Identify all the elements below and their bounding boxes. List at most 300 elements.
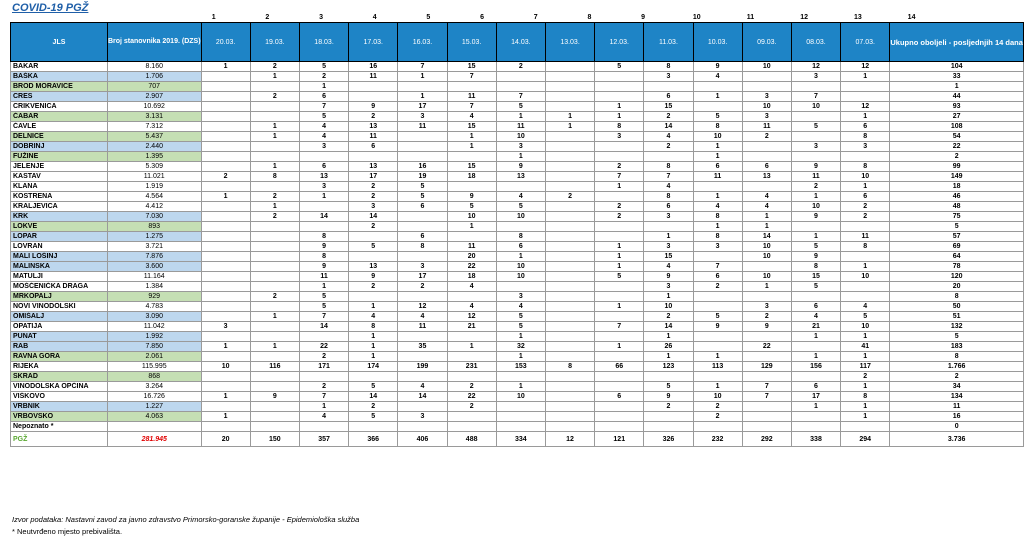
daily-count-cell xyxy=(398,292,447,302)
total-cell: 149 xyxy=(890,172,1024,182)
population-cell: 3.090 xyxy=(107,312,201,322)
daily-count-cell: 4 xyxy=(496,302,545,312)
daily-count-cell: 2 xyxy=(545,192,594,202)
daily-count-cell: 5 xyxy=(791,242,840,252)
daily-count-cell: 1 xyxy=(398,72,447,82)
daily-count-cell: 5 xyxy=(299,292,348,302)
daily-count-cell: 2 xyxy=(595,162,644,172)
daily-count-cell: 12 xyxy=(447,312,496,322)
daily-count-cell: 10 xyxy=(742,272,791,282)
daily-count-cell: 3 xyxy=(398,262,447,272)
daily-count-cell: 1 xyxy=(349,342,398,352)
daily-count-cell: 8 xyxy=(398,242,447,252)
daily-count-cell: 1 xyxy=(693,92,742,102)
daily-count-cell: 14 xyxy=(349,392,398,402)
total-cell: 132 xyxy=(890,322,1024,332)
daily-count-cell xyxy=(250,332,299,342)
daily-count-cell: 1 xyxy=(496,252,545,262)
municipality-name: MRKOPALJ xyxy=(11,292,108,302)
daily-count-cell xyxy=(545,382,594,392)
daily-count-cell xyxy=(595,72,644,82)
daily-count-cell xyxy=(545,242,594,252)
population-cell: 707 xyxy=(107,82,201,92)
daily-count-cell xyxy=(250,262,299,272)
daily-count-cell: 2 xyxy=(742,312,791,322)
daily-count-cell xyxy=(201,212,250,222)
table-row xyxy=(11,372,1024,382)
daily-count-cell xyxy=(693,422,742,432)
daily-count-cell: 1 xyxy=(742,212,791,222)
daily-count-cell: 11 xyxy=(349,132,398,142)
daily-count-cell xyxy=(595,372,644,382)
daily-count-cell xyxy=(398,142,447,152)
daily-count-cell: 15 xyxy=(447,122,496,132)
daily-count-cell: 7 xyxy=(595,172,644,182)
daily-count-cell: 171 xyxy=(299,362,348,372)
daily-count-cell: 1 xyxy=(299,192,348,202)
daily-count-cell: 14 xyxy=(349,212,398,222)
daily-count-cell xyxy=(447,352,496,362)
daily-count-cell: 1 xyxy=(250,122,299,132)
daily-count-cell: 5 xyxy=(693,312,742,322)
daily-count-cell: 1 xyxy=(447,132,496,142)
daily-count-cell: 10 xyxy=(496,392,545,402)
daily-count-cell xyxy=(742,402,791,412)
daily-count-cell: 10 xyxy=(841,322,890,332)
column-number: 3 xyxy=(319,14,323,21)
daily-count-cell: 3 xyxy=(693,242,742,252)
daily-count-cell xyxy=(398,252,447,262)
daily-count-cell: 41 xyxy=(841,342,890,352)
daily-count-cell: 10 xyxy=(841,172,890,182)
daily-count-cell: 9 xyxy=(447,192,496,202)
daily-count-cell: 13 xyxy=(299,172,348,182)
daily-count-cell xyxy=(201,242,250,252)
daily-count-cell: 13 xyxy=(349,122,398,132)
daily-count-cell: 5 xyxy=(398,192,447,202)
daily-count-cell xyxy=(250,82,299,92)
daily-count-cell: 21 xyxy=(791,322,840,332)
population-cell: 16.726 xyxy=(107,392,201,402)
daily-count-cell xyxy=(201,272,250,282)
daily-count-cell xyxy=(545,82,594,92)
daily-count-cell: 18 xyxy=(447,272,496,282)
daily-count-cell: 5 xyxy=(791,122,840,132)
daily-count-cell: 113 xyxy=(693,362,742,372)
daily-count-cell: 1 xyxy=(693,382,742,392)
column-number-spacer xyxy=(938,13,1024,22)
column-number: 8 xyxy=(587,14,592,21)
daily-count-cell xyxy=(250,352,299,362)
summary-total: 3.736 xyxy=(890,432,1024,447)
daily-count-cell xyxy=(201,222,250,232)
daily-count-cell xyxy=(201,352,250,362)
daily-count-cell xyxy=(201,162,250,172)
municipality-name: CRES xyxy=(11,92,108,102)
daily-count-cell xyxy=(791,152,840,162)
daily-count-cell: 2 xyxy=(841,202,890,212)
daily-count-cell: 2 xyxy=(349,282,398,292)
daily-count-cell: 17 xyxy=(398,272,447,282)
daily-count-cell xyxy=(545,182,594,192)
daily-count-cell: 8 xyxy=(693,122,742,132)
daily-count-cell xyxy=(496,412,545,422)
municipality-name: LOVRAN xyxy=(11,242,108,252)
daily-count-cell: 2 xyxy=(644,402,693,412)
daily-count-cell xyxy=(693,82,742,92)
table-row xyxy=(11,182,1024,192)
table-row xyxy=(11,242,1024,252)
table-row xyxy=(11,62,1024,72)
daily-count-cell xyxy=(595,332,644,342)
daily-count-cell: 10 xyxy=(447,212,496,222)
table-row xyxy=(11,92,1024,102)
total-cell: 120 xyxy=(890,272,1024,282)
daily-count-cell: 1 xyxy=(841,262,890,272)
daily-count-cell: 6 xyxy=(349,142,398,152)
total-cell: 69 xyxy=(890,242,1024,252)
daily-count-cell: 6 xyxy=(693,272,742,282)
municipality-name: MALINSKA xyxy=(11,262,108,272)
daily-count-cell: 1 xyxy=(496,152,545,162)
daily-count-cell: 1 xyxy=(791,232,840,242)
municipality-name: BROD MORAVICE xyxy=(11,82,108,92)
daily-count-cell xyxy=(791,82,840,92)
daily-count-cell: 1 xyxy=(595,242,644,252)
header-date: 17.03. xyxy=(349,23,398,62)
daily-count-cell: 2 xyxy=(742,132,791,142)
daily-count-cell: 1 xyxy=(644,332,693,342)
daily-count-cell xyxy=(742,152,791,162)
daily-count-cell: 3 xyxy=(398,412,447,422)
daily-count-cell xyxy=(791,372,840,382)
daily-count-cell: 1 xyxy=(447,342,496,352)
daily-count-cell: 7 xyxy=(447,72,496,82)
daily-count-cell: 10 xyxy=(496,132,545,142)
municipality-name: OMIŠALJ xyxy=(11,312,108,322)
daily-count-cell: 1 xyxy=(841,182,890,192)
daily-count-cell: 1 xyxy=(545,122,594,132)
daily-count-cell: 2 xyxy=(250,212,299,222)
daily-count-cell xyxy=(644,412,693,422)
daily-count-cell: 35 xyxy=(398,342,447,352)
daily-count-cell: 1 xyxy=(250,162,299,172)
source-note: Izvor podataka: Nastavni zavod za javno zdravstvo Primorsko-goranske županije - Epidemiološka služba xyxy=(12,515,360,524)
daily-count-cell xyxy=(644,372,693,382)
daily-count-cell xyxy=(545,302,594,312)
table-row xyxy=(11,312,1024,322)
daily-count-cell: 10 xyxy=(841,272,890,282)
daily-count-cell: 1 xyxy=(447,222,496,232)
daily-count-cell: 10 xyxy=(693,132,742,142)
daily-count-cell: 10 xyxy=(496,262,545,272)
municipality-name: KOSTRENA xyxy=(11,192,108,202)
daily-count-cell: 7 xyxy=(299,312,348,322)
daily-count-cell xyxy=(545,92,594,102)
daily-count-cell: 2 xyxy=(644,142,693,152)
daily-count-cell: 2 xyxy=(349,402,398,412)
daily-count-cell: 7 xyxy=(299,102,348,112)
municipality-name: BAKAR xyxy=(11,62,108,72)
daily-count-cell: 2 xyxy=(693,412,742,422)
municipality-name: VRBNIK xyxy=(11,402,108,412)
daily-count-cell: 2 xyxy=(644,112,693,122)
daily-count-cell xyxy=(841,422,890,432)
daily-count-cell: 2 xyxy=(644,312,693,322)
daily-count-cell xyxy=(250,302,299,312)
daily-count-cell: 5 xyxy=(693,112,742,122)
summary-count-cell: 338 xyxy=(791,432,840,447)
daily-count-cell xyxy=(398,352,447,362)
daily-count-cell xyxy=(349,232,398,242)
daily-count-cell: 11 xyxy=(791,172,840,182)
summary-count-cell: 488 xyxy=(447,432,496,447)
daily-count-cell: 4 xyxy=(398,312,447,322)
daily-count-cell: 1 xyxy=(496,382,545,392)
daily-count-cell xyxy=(349,152,398,162)
total-cell: 75 xyxy=(890,212,1024,222)
daily-count-cell: 8 xyxy=(841,132,890,142)
daily-count-cell: 6 xyxy=(299,162,348,172)
total-cell: 93 xyxy=(890,102,1024,112)
daily-count-cell: 8 xyxy=(693,212,742,222)
table-row xyxy=(11,132,1024,142)
daily-count-cell: 6 xyxy=(299,92,348,102)
daily-count-cell xyxy=(545,292,594,302)
daily-count-cell: 6 xyxy=(644,92,693,102)
daily-count-cell xyxy=(595,312,644,322)
population-cell: 1.919 xyxy=(107,182,201,192)
header-date: 20.03. xyxy=(201,23,250,62)
daily-count-cell: 231 xyxy=(447,362,496,372)
daily-count-cell: 9 xyxy=(299,242,348,252)
daily-count-cell: 5 xyxy=(841,312,890,322)
daily-count-cell xyxy=(201,132,250,142)
daily-count-cell: 10 xyxy=(791,202,840,212)
daily-count-cell: 4 xyxy=(742,202,791,212)
daily-count-cell xyxy=(693,102,742,112)
daily-count-cell xyxy=(595,352,644,362)
municipality-name: MALI LOŠINJ xyxy=(11,252,108,262)
municipality-name: CRIKVENICA xyxy=(11,102,108,112)
daily-count-cell xyxy=(201,332,250,342)
daily-count-cell xyxy=(447,412,496,422)
population-cell: 3.600 xyxy=(107,262,201,272)
total-cell: 8 xyxy=(890,292,1024,302)
daily-count-cell: 10 xyxy=(791,102,840,112)
population-cell: 868 xyxy=(107,372,201,382)
daily-count-cell: 11 xyxy=(398,322,447,332)
daily-count-cell: 14 xyxy=(644,122,693,132)
daily-count-cell: 4 xyxy=(349,312,398,322)
daily-count-cell xyxy=(742,352,791,362)
daily-count-cell: 13 xyxy=(742,172,791,182)
population-cell: 1.992 xyxy=(107,332,201,342)
summary-label: PGŽ xyxy=(11,432,108,447)
table-row xyxy=(11,352,1024,362)
summary-population: 281.945 xyxy=(107,432,201,447)
daily-count-cell xyxy=(545,172,594,182)
municipality-name: KASTAV xyxy=(11,172,108,182)
table-row xyxy=(11,202,1024,212)
population-cell: 5.437 xyxy=(107,132,201,142)
daily-count-cell xyxy=(545,72,594,82)
table-row xyxy=(11,82,1024,92)
daily-count-cell xyxy=(545,332,594,342)
daily-count-cell: 1 xyxy=(841,112,890,122)
header-date: 14.03. xyxy=(496,23,545,62)
population-cell: 10.692 xyxy=(107,102,201,112)
table-row xyxy=(11,232,1024,242)
daily-count-cell: 7 xyxy=(398,62,447,72)
total-cell: 1 xyxy=(890,82,1024,92)
daily-count-cell: 17 xyxy=(398,102,447,112)
total-cell: 2 xyxy=(890,152,1024,162)
daily-count-cell: 1 xyxy=(201,62,250,72)
daily-count-cell: 1 xyxy=(299,402,348,412)
daily-count-cell: 6 xyxy=(644,202,693,212)
daily-count-cell xyxy=(201,372,250,382)
daily-count-cell: 1 xyxy=(201,392,250,402)
population-cell: 11.021 xyxy=(107,172,201,182)
column-number: 2 xyxy=(265,14,270,21)
daily-count-cell xyxy=(496,372,545,382)
municipality-name: ČAVLE xyxy=(11,122,108,132)
daily-count-cell: 7 xyxy=(742,382,791,392)
daily-count-cell: 18 xyxy=(447,172,496,182)
daily-count-cell: 6 xyxy=(742,162,791,172)
daily-count-cell: 9 xyxy=(742,322,791,332)
header-jls: JLS xyxy=(11,23,108,62)
daily-count-cell: 1 xyxy=(201,412,250,422)
daily-count-cell xyxy=(349,292,398,302)
daily-count-cell xyxy=(447,182,496,192)
municipality-name: MOŠĆENIČKA DRAGA xyxy=(11,282,108,292)
daily-count-cell: 116 xyxy=(250,362,299,372)
daily-count-cell: 1 xyxy=(791,332,840,342)
daily-count-cell: 3 xyxy=(496,292,545,302)
daily-count-cell: 1 xyxy=(841,402,890,412)
daily-count-cell: 5 xyxy=(595,62,644,72)
municipality-name: LOKVE xyxy=(11,222,108,232)
daily-count-cell: 9 xyxy=(693,62,742,72)
daily-count-cell: 3 xyxy=(791,72,840,82)
daily-count-cell: 1 xyxy=(349,352,398,362)
daily-count-cell: 2 xyxy=(299,72,348,82)
daily-count-cell xyxy=(250,102,299,112)
total-cell: 1.766 xyxy=(890,362,1024,372)
daily-count-cell: 2 xyxy=(496,62,545,72)
daily-count-cell: 1 xyxy=(349,332,398,342)
daily-count-cell: 20 xyxy=(447,252,496,262)
daily-count-cell: 1 xyxy=(595,252,644,262)
daily-count-cell: 5 xyxy=(447,202,496,212)
summary-count-cell: 294 xyxy=(841,432,890,447)
daily-count-cell xyxy=(201,292,250,302)
population-cell: 1.706 xyxy=(107,72,201,82)
daily-count-cell: 5 xyxy=(496,202,545,212)
daily-count-cell xyxy=(250,322,299,332)
daily-count-cell xyxy=(250,272,299,282)
daily-count-cell: 2 xyxy=(250,192,299,202)
daily-count-cell: 5 xyxy=(595,272,644,282)
daily-count-cell xyxy=(447,232,496,242)
daily-count-cell: 1 xyxy=(841,352,890,362)
table-row xyxy=(11,412,1024,422)
summary-count-cell: 12 xyxy=(545,432,594,447)
daily-count-cell: 4 xyxy=(841,302,890,312)
daily-count-cell xyxy=(250,422,299,432)
daily-count-cell xyxy=(201,282,250,292)
daily-count-cell: 8 xyxy=(545,362,594,372)
daily-count-cell: 9 xyxy=(250,392,299,402)
population-cell: 7.312 xyxy=(107,122,201,132)
daily-count-cell: 14 xyxy=(742,232,791,242)
municipality-name: OPATIJA xyxy=(11,322,108,332)
daily-count-cell xyxy=(742,182,791,192)
daily-count-cell: 13 xyxy=(349,162,398,172)
daily-count-cell: 11 xyxy=(299,272,348,282)
daily-count-cell xyxy=(398,332,447,342)
daily-count-cell xyxy=(791,422,840,432)
daily-count-cell: 3 xyxy=(742,112,791,122)
municipality-name: KRALJEVICA xyxy=(11,202,108,212)
daily-count-cell: 6 xyxy=(398,232,447,242)
daily-count-cell: 1 xyxy=(841,332,890,342)
daily-count-cell: 2 xyxy=(349,192,398,202)
header-date: 18.03. xyxy=(299,23,348,62)
daily-count-cell: 4 xyxy=(299,132,348,142)
municipality-name: JELENJE xyxy=(11,162,108,172)
table-row xyxy=(11,102,1024,112)
column-number-row xyxy=(10,13,1024,22)
daily-count-cell: 2 xyxy=(349,112,398,122)
daily-count-cell: 1 xyxy=(693,352,742,362)
daily-count-cell xyxy=(201,112,250,122)
daily-count-cell: 10 xyxy=(742,62,791,72)
daily-count-cell: 174 xyxy=(349,362,398,372)
total-cell: 5 xyxy=(890,222,1024,232)
daily-count-cell: 22 xyxy=(299,342,348,352)
daily-count-cell: 15 xyxy=(644,102,693,112)
daily-count-cell: 9 xyxy=(496,162,545,172)
daily-count-cell: 17 xyxy=(791,392,840,402)
total-cell: 183 xyxy=(890,342,1024,352)
table-row xyxy=(11,152,1024,162)
daily-count-cell xyxy=(250,382,299,392)
daily-count-cell: 8 xyxy=(496,232,545,242)
daily-count-cell: 2 xyxy=(349,182,398,192)
daily-count-cell: 9 xyxy=(791,162,840,172)
daily-count-cell: 9 xyxy=(791,212,840,222)
daily-count-cell xyxy=(201,232,250,242)
daily-count-cell xyxy=(447,82,496,92)
table-row xyxy=(11,162,1024,172)
daily-count-cell xyxy=(545,62,594,72)
daily-count-cell: 3 xyxy=(644,212,693,222)
daily-count-cell: 1 xyxy=(595,102,644,112)
municipality-name: KLANA xyxy=(11,182,108,192)
daily-count-cell: 5 xyxy=(496,322,545,332)
daily-count-cell: 14 xyxy=(398,392,447,402)
daily-count-cell: 5 xyxy=(398,182,447,192)
daily-count-cell: 32 xyxy=(496,342,545,352)
daily-count-cell: 2 xyxy=(447,382,496,392)
municipality-name: RAVNA GORA xyxy=(11,352,108,362)
total-cell: 54 xyxy=(890,132,1024,142)
daily-count-cell: 1 xyxy=(496,112,545,122)
column-number: 6 xyxy=(480,14,484,21)
